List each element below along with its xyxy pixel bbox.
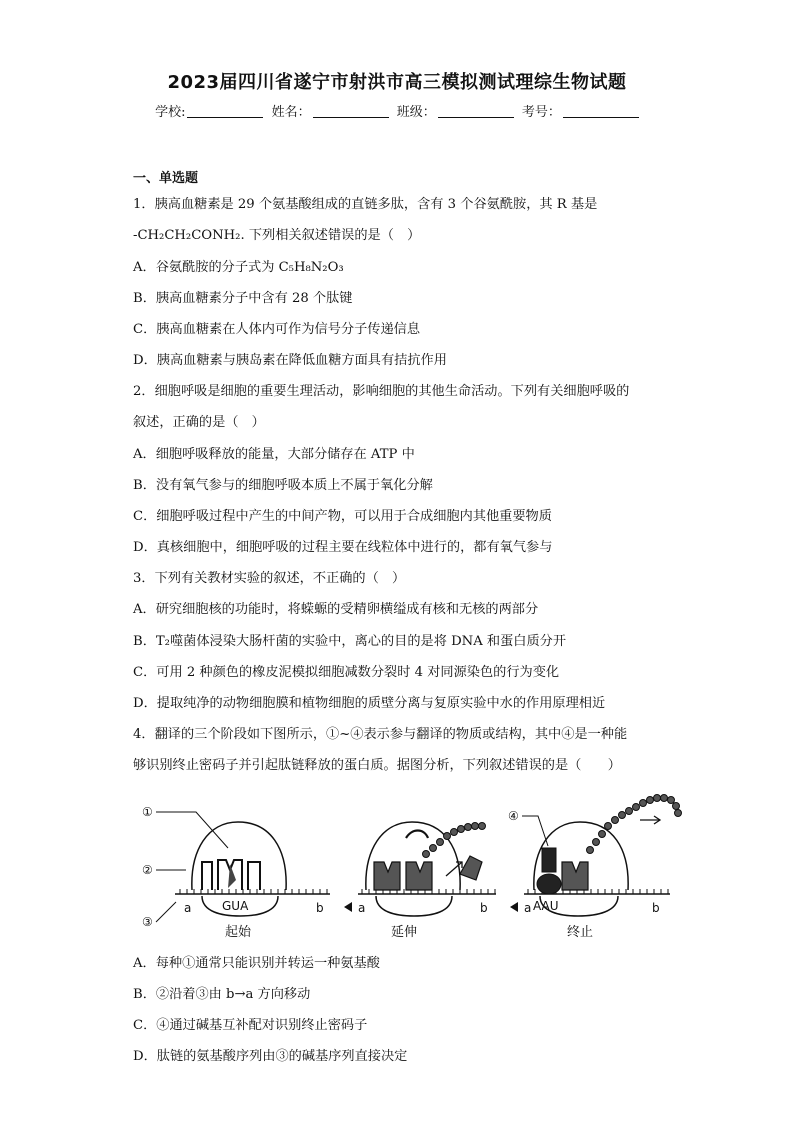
q3-option-b: B．T₂噬菌体浸染大肠杆菌的实验中，离心的目的是将 DNA 和蛋白质分开 [133,634,567,649]
translation-diagram [130,790,690,940]
translation-diagram-svg [130,790,690,940]
q1-stem-line-1: 1．胰高血糖素是 29 个氨基酸组成的直链多肽，含有 3 个谷氨酰胺，其 R 基是 [133,197,598,212]
q4-stem-line-1: 4．翻译的三个阶段如下图所示，①~④表示参与翻译的物质或结构，其中④是一种能 [133,727,628,742]
q3-option-d: D．提取纯净的动物细胞膜和植物细胞的质壁分离与复原实验中水的作用原理相近 [133,696,606,711]
q3-option-a: A．研究细胞核的功能时，将蝾螈的受精卵横缢成有核和无核的两部分 [133,602,539,617]
student-info-row [0,101,794,120]
school-field: 学校: [155,101,263,120]
end-a-stage-2: a [358,901,366,915]
q3-stem: 3．下列有关教材实验的叙述，不正确的（ ） [133,571,406,586]
q3-option-c: C．可用 2 种颜色的橡皮泥模拟细胞减数分裂时 4 对同源染色的行为变化 [133,665,560,680]
end-b-stage-1: b [316,901,324,915]
q2-stem-line-1: 2．细胞呼吸是细胞的重要生理活动，影响细胞的其他生命活动。下列有关细胞呼吸的 [133,384,630,399]
end-b-stage-2: b [480,901,488,915]
release-factor-4 [537,848,561,894]
stage-arrows [344,902,518,912]
school-blank[interactable] [187,104,263,118]
end-a-stage-3: a [524,901,532,915]
codon-gua-label: GUA [222,899,249,913]
end-a-stage-1: a [184,901,192,915]
trna-termination [562,862,588,890]
stage-label-termination: 终止 [567,925,594,940]
peptide-chain-elongation [423,823,486,858]
q2-option-b: B．没有氧气参与的细胞呼吸本质上不属于氧化分解 [133,478,433,493]
stage-label-initiation: 起始 [225,925,252,940]
q4-option-a: A．每种①通常只能识别并转运一种氨基酸 [133,956,380,971]
codon-aau-label: AAU [533,899,559,913]
q2-option-c: C．细胞呼吸过程中产生的中间产物，可以用于合成细胞内其他重要物质 [133,509,552,524]
class-field: 班级： [397,101,514,120]
q1-option-a: A．谷氨酰胺的分子式为 C₅H₈N₂O₃ [133,260,344,275]
q1-option-c: C．胰高血糖素在人体内可作为信号分子传递信息 [133,322,421,337]
q2-option-d: D．真核细胞中，细胞呼吸的过程主要在线粒体中进行的，都有氧气参与 [133,540,553,555]
q4-option-d: D．肽链的氨基酸序列由③的碱基序列直接决定 [133,1049,408,1064]
q4-option-c: C．④通过碱基互补配对识别终止密码子 [133,1018,368,1033]
q1-option-d: D．胰高血糖素与胰岛素在降低血糖方面具有拮抗作用 [133,353,447,368]
class-blank[interactable] [438,104,514,118]
page-title: 2023届四川省遂宁市射洪市高三模拟测试理综生物试题 [167,72,627,93]
section-heading: 一、单选题 [133,171,199,186]
peptide-chain-termination [587,795,682,854]
trna-elongation [374,856,482,890]
q1-stem-line-2: -CH₂CH₂CONH₂. 下列相关叙述错误的是（ ） [133,228,421,243]
end-b-stage-3: b [652,901,660,915]
exam-number-field: 考号： [522,101,639,120]
name-field: 姓名： [272,101,389,120]
q4-option-b: B．②沿着③由 b→a 方向移动 [133,987,311,1002]
marker-3-label: ③ [142,915,153,929]
exam-number-blank[interactable] [563,104,639,118]
marker-4-label: ④ [508,809,519,823]
marker-2-label: ② [142,863,153,877]
q2-stem-line-2: 叙述，正确的是（ ） [133,415,265,430]
q2-option-a: A．细胞呼吸释放的能量，大部分储存在 ATP 中 [133,447,415,462]
q4-stem-line-2: 够识别终止密码子并引起肽链释放的蛋白质。据图分析，下列叙述错误的是（ ） [133,758,621,773]
name-blank[interactable] [313,104,389,118]
release-arrow-termination [640,816,660,824]
marker-1-label: ① [142,805,153,819]
q1-option-b: B．胰高血糖素分子中含有 28 个肽键 [133,291,353,306]
stage-label-elongation: 延伸 [391,925,418,940]
